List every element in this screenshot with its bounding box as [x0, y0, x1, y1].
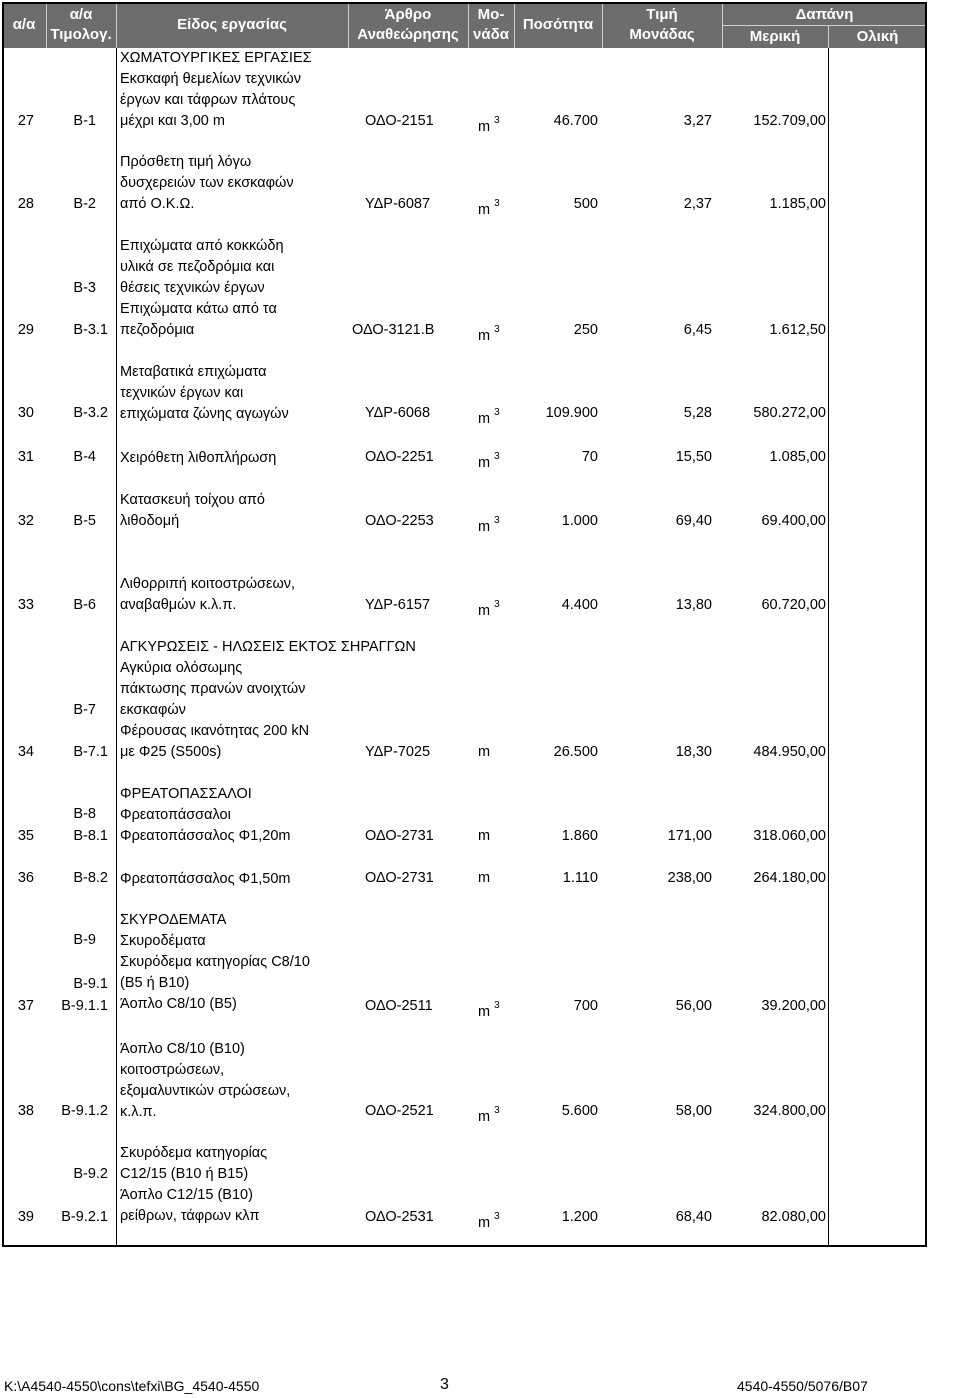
row-partial-cost: 60.720,00 [761, 597, 826, 613]
row-partial-cost: 580.272,00 [753, 405, 826, 421]
row-description: Λιθορριπή κοιτοστρώσεων, αναβαθμών κ.λ.π. [120, 576, 296, 613]
row-quantity: 1.110 [562, 870, 598, 886]
row-aa: 38 [17, 1103, 34, 1119]
footer-page-number: 3 [440, 1376, 449, 1393]
row-description: Σκυρόδεμα κατηγορίας C12/15 (Β10 ή Β15) Άοπλο C12/15 (Β10) ρείθρων, τάφρων κλπ [120, 1145, 268, 1224]
row-partial-cost: 1.185,00 [769, 196, 826, 212]
row-unit-price: 58,00 [675, 1103, 712, 1119]
header-dapani: Δαπάνη [795, 6, 854, 23]
row-arthro: ΟΔΟ-3121.Β [352, 322, 435, 338]
row-timologio-sub: Β-8.1 [73, 828, 108, 844]
row-unit: m [478, 744, 491, 760]
row-unit: m $^3$ [478, 198, 500, 218]
row-unit: m $^3$ [478, 407, 500, 427]
row-arthro: ΥΔΡ-6157 [365, 597, 431, 613]
row-unit-price: 15,50 [675, 449, 712, 465]
row-timologio-sub2: Β-9.1.1 [61, 998, 108, 1014]
row-partial-cost: 1.612,50 [769, 322, 826, 338]
row-unit: m $^3$ [478, 324, 500, 344]
row-quantity: 4.400 [561, 597, 598, 613]
row-aa: 36 [17, 870, 34, 886]
row-timologio: Β-1 [73, 113, 96, 129]
row-unit: m $^3$ [478, 515, 500, 535]
header-oliki: Ολική [856, 28, 899, 45]
row-unit: m $^3$ [478, 599, 500, 619]
row-partial-cost: 39.200,00 [761, 998, 826, 1014]
row-description: ΦΡΕΑΤΟΠΑΣΣΑΛΟΙ Φρεατοπάσσαλοι Φρεατοπάσσαλος Φ1,20m [120, 786, 291, 844]
row-description: Χειρόθετη λιθοπλήρωση [120, 450, 277, 466]
row-timologio-sub: Β-9.1 [73, 976, 108, 992]
row-unit-price: 5,28 [683, 405, 712, 421]
row-timologio: Β-2 [73, 196, 96, 212]
row-quantity: 70 [581, 449, 598, 465]
row-timologio-sub: Β-7.1 [73, 744, 108, 760]
row-partial-cost: 82.080,00 [761, 1209, 826, 1225]
row-timologio: Β-9.2 [73, 1166, 108, 1182]
row-unit: m $^3$ [478, 115, 500, 135]
row-timologio-sub: Β-8.2 [73, 870, 108, 886]
row-timologio-sub: Β-9.2.1 [61, 1209, 108, 1225]
row-aa: 32 [17, 513, 34, 529]
row-description: ΧΩΜΑΤΟΥΡΓΙΚΕΣ ΕΡΓΑΣΙΕΣ Εκσκαφή θεμελίων τεχνικών έργων και τάφρων πλάτους μέχρι και 3,00 m [120, 50, 312, 129]
row-quantity: 109.900 [545, 405, 598, 421]
row-quantity: 500 [573, 196, 598, 212]
row-partial-cost: 318.060,00 [753, 828, 826, 844]
row-quantity: 26.500 [553, 744, 598, 760]
row-unit: m $^3$ [478, 1000, 500, 1020]
row-unit-price: 3,27 [683, 113, 712, 129]
row-arthro: ΟΔΟ-2731 [365, 870, 434, 886]
row-unit: m [478, 828, 491, 844]
header-aa-timologiou: α/α Τιμολογ. [50, 6, 112, 43]
header-arthro: Άρθρο Αναθεώρησης [357, 6, 459, 43]
row-unit: m $^3$ [478, 451, 500, 471]
row-quantity: 700 [573, 998, 598, 1014]
row-arthro: ΟΔΟ-2251 [365, 449, 434, 465]
row-aa: 33 [17, 597, 34, 613]
row-aa: 29 [17, 322, 34, 338]
header-aa: α/α [12, 16, 36, 33]
row-aa: 35 [17, 828, 34, 844]
footer-file-path: K:\A4540-4550\cons\tefxi\BG_4540-4550 [4, 1378, 260, 1394]
row-unit-price: 69,40 [675, 513, 712, 529]
row-timologio: Β-3 [73, 280, 96, 296]
row-unit-price: 13,80 [675, 597, 712, 613]
row-timologio: Β-8 [73, 806, 96, 822]
column-divider [828, 48, 829, 1245]
row-quantity: 1.860 [561, 828, 598, 844]
row-arthro: ΟΔΟ-2531 [365, 1209, 434, 1225]
row-arthro: ΟΔΟ-2511 [365, 998, 433, 1014]
row-timologio-sub: Β-3.1 [73, 322, 108, 338]
row-aa: 34 [17, 744, 34, 760]
header-monada: Μο- νάδα [473, 6, 509, 43]
row-timologio-sub: Β-3.2 [73, 405, 108, 421]
row-timologio: Β-6 [73, 597, 96, 613]
row-arthro: ΟΔΟ-2731 [365, 828, 434, 844]
row-unit: m $^3$ [478, 1211, 500, 1231]
row-quantity: 250 [573, 322, 598, 338]
row-quantity: 5.600 [561, 1103, 598, 1119]
row-description: Μεταβατικά επιχώματα τεχνικών έργων και επιχώματα ζώνης αγωγών [120, 364, 289, 422]
row-unit: m [478, 870, 491, 886]
row-arthro: ΥΔΡ-6087 [365, 196, 431, 212]
row-partial-cost: 1.085,00 [769, 449, 826, 465]
header-posotita: Ποσότητα [522, 16, 594, 33]
row-description: Φρεατοπάσσαλος Φ1,50m [120, 871, 291, 887]
column-divider [116, 48, 117, 1245]
row-unit-price: 18,30 [675, 744, 712, 760]
row-description: Πρόσθετη τιμή λόγω δυσχερειών των εκσκαφών από Ο.Κ.Ω. [120, 154, 294, 212]
row-aa: 27 [17, 113, 34, 129]
row-description: Επιχώματα από κοκκώδη υλικά σε πεζοδρόμια και θέσεις τεχνικών έργων Επιχώματα κάτω από τα πεζοδρόμια [120, 238, 284, 338]
row-quantity: 1.000 [561, 513, 598, 529]
row-aa: 37 [17, 998, 34, 1014]
header-meriki: Μερική [749, 28, 801, 45]
row-timologio: Β-9 [73, 932, 96, 948]
row-unit-price: 171,00 [667, 828, 712, 844]
row-partial-cost: 484.950,00 [753, 744, 826, 760]
row-timologio: Β-7 [73, 702, 96, 718]
header-timi: Τιμή Μονάδας [629, 6, 695, 43]
row-arthro: ΟΔΟ-2521 [365, 1103, 434, 1119]
row-description: ΣΚΥΡΟΔΕΜΑΤΑ Σκυροδέματα Σκυρόδεμα κατηγορίας C8/10 (Β5 ή Β10) Άοπλο C8/10 (Β5) [120, 912, 310, 1012]
row-description: Άοπλο C8/10 (Β10) κοιτοστρώσεων, εξομαλυντικών στρώσεων, κ.λ.π. [120, 1041, 291, 1120]
row-aa: 39 [17, 1209, 34, 1225]
row-unit-price: 238,00 [667, 870, 712, 886]
row-timologio: Β-4 [73, 449, 96, 465]
row-arthro: ΥΔΡ-7025 [365, 744, 431, 760]
row-timologio-sub: Β-9.1.2 [61, 1103, 108, 1119]
row-quantity: 1.200 [561, 1209, 598, 1225]
row-unit-price: 6,45 [683, 322, 712, 338]
row-quantity: 46.700 [553, 113, 598, 129]
row-arthro: ΟΔΟ-2151 [365, 113, 434, 129]
row-unit-price: 56,00 [675, 998, 712, 1014]
row-aa: 28 [17, 196, 34, 212]
row-partial-cost: 152.709,00 [753, 113, 826, 129]
row-unit-price: 2,37 [683, 196, 712, 212]
header-eidos: Είδος εργασίας [177, 16, 287, 33]
row-partial-cost: 69.400,00 [761, 513, 826, 529]
row-unit: m $^3$ [478, 1105, 500, 1125]
footer-document-code: 4540-4550/5076/Β07 [737, 1378, 868, 1394]
row-partial-cost: 264.180,00 [753, 870, 826, 886]
row-timologio: Β-5 [73, 513, 96, 529]
row-description: Κατασκευή τοίχου από λιθοδομή [120, 492, 265, 529]
row-unit-price: 68,40 [675, 1209, 712, 1225]
row-description: ΑΓΚΥΡΩΣΕΙΣ - ΗΛΩΣΕΙΣ ΕΚΤΟΣ ΣΗΡΑΓΓΩΝ Αγκύρια ολόσωμης πάκτωσης πρανών ανοιχτών εκσκαφών Φέρουσας ικανότητας 200 kN με Φ25 (S500s) [120, 639, 416, 760]
row-arthro: ΟΔΟ-2253 [365, 513, 434, 529]
row-aa: 30 [17, 405, 34, 421]
row-arthro: ΥΔΡ-6068 [365, 405, 431, 421]
row-partial-cost: 324.800,00 [753, 1103, 826, 1119]
row-aa: 31 [17, 449, 34, 465]
